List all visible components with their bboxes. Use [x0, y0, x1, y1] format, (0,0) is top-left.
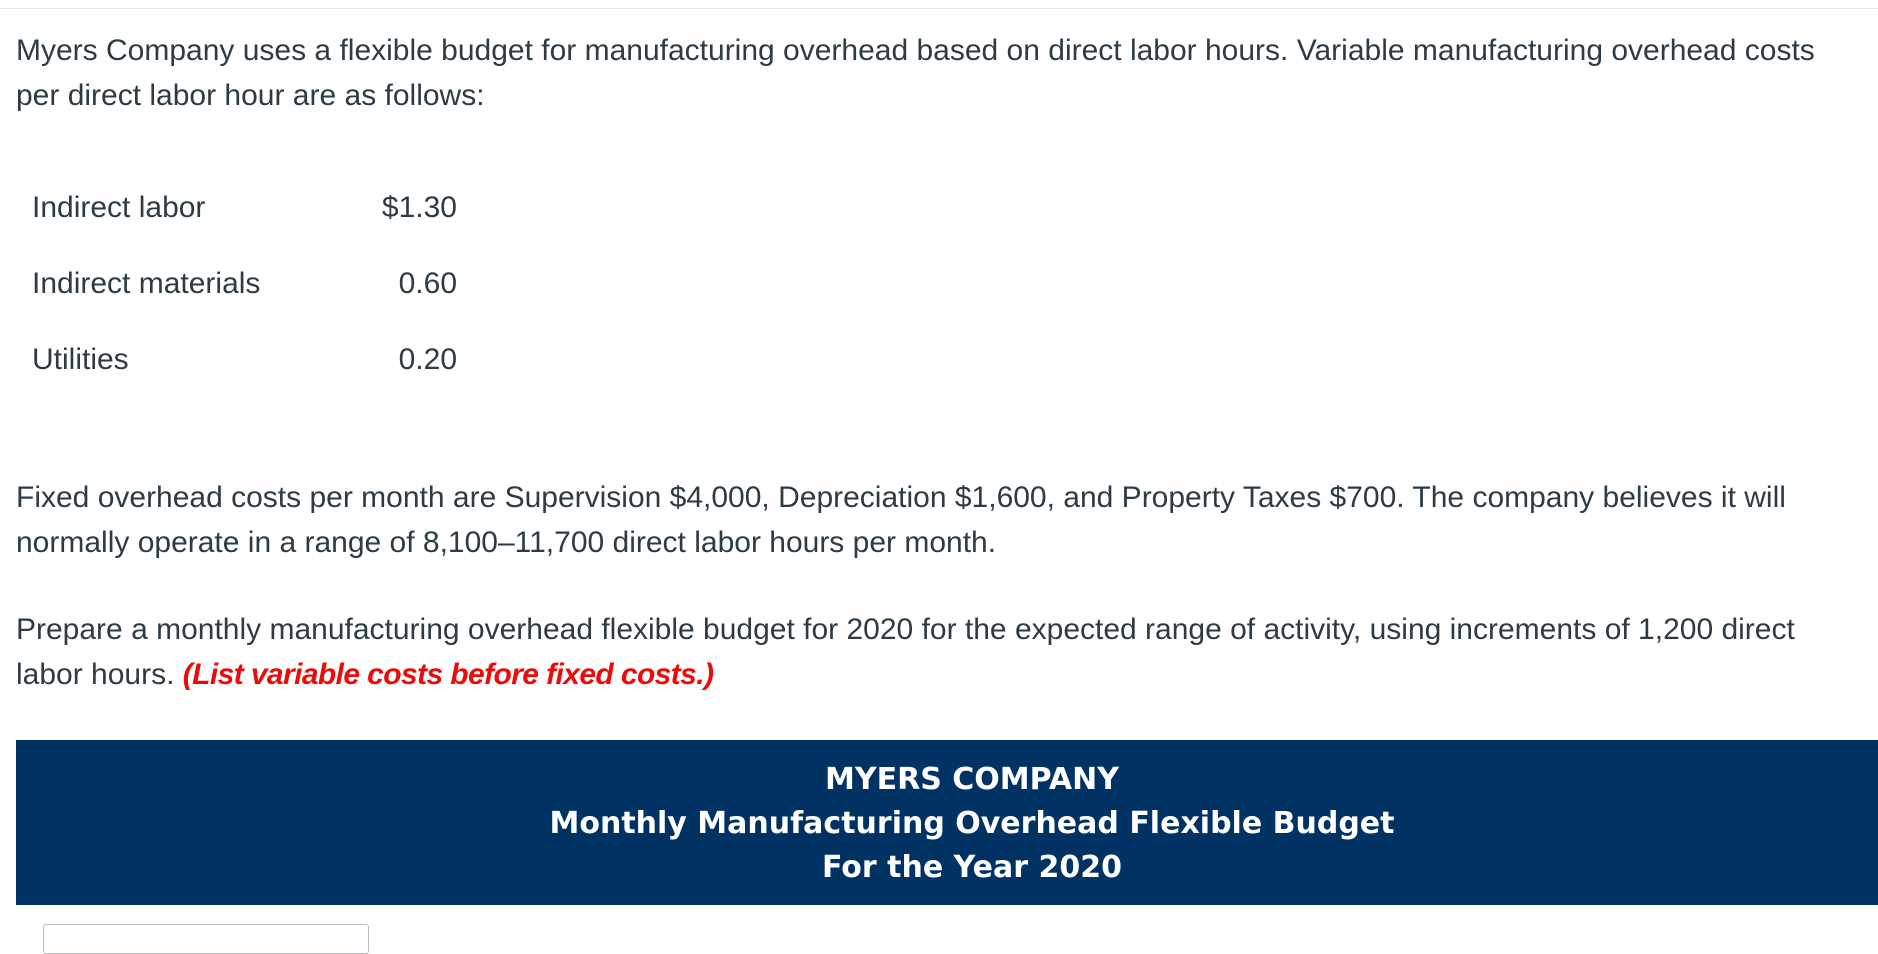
budget-title: Monthly Manufacturing Overhead Flexible Budget: [549, 806, 1395, 841]
cost-value-indirect-materials: 0.60: [398, 267, 457, 300]
cost-value-indirect-labor: $1.30: [381, 191, 457, 224]
table-row: [32, 246, 457, 322]
budget-row-dropdown[interactable]: [43, 924, 369, 954]
budget-period: For the Year 2020: [822, 850, 1122, 885]
budget-header: [16, 740, 1878, 905]
cost-name-indirect-labor: Indirect labor: [32, 191, 206, 224]
table-row: [32, 170, 457, 246]
table-row: [32, 322, 457, 398]
cost-name-utilities: Utilities: [32, 343, 129, 376]
prompt-instruction: (List variable costs before fixed costs.): [182, 658, 714, 691]
prompt-text: Prepare a monthly manufacturing overhead flexible budget for 2020 for the expected range of activity, using increments of 1,200 direct labor hours.: [16, 613, 1795, 691]
fixed-costs-paragraph: Fixed overhead costs per month are Supervision $4,000, Depreciation $1,600, and Property Taxes $700. The company believes it will normally operate in a range of 8,100–11,700 direct labor hours per month.: [16, 481, 1786, 559]
budget-company-name: MYERS COMPANY: [825, 762, 1119, 797]
cost-name-indirect-materials: Indirect materials: [32, 267, 261, 300]
variable-cost-table: [32, 170, 457, 398]
top-divider: [0, 8, 1878, 9]
prompt-paragraph: [16, 607, 1866, 697]
cost-value-utilities: 0.20: [398, 343, 457, 376]
intro-paragraph: Myers Company uses a flexible budget for manufacturing overhead based on direct labor hours. Variable manufacturing overhead costs per direct labor hour are as follows:: [16, 34, 1815, 112]
